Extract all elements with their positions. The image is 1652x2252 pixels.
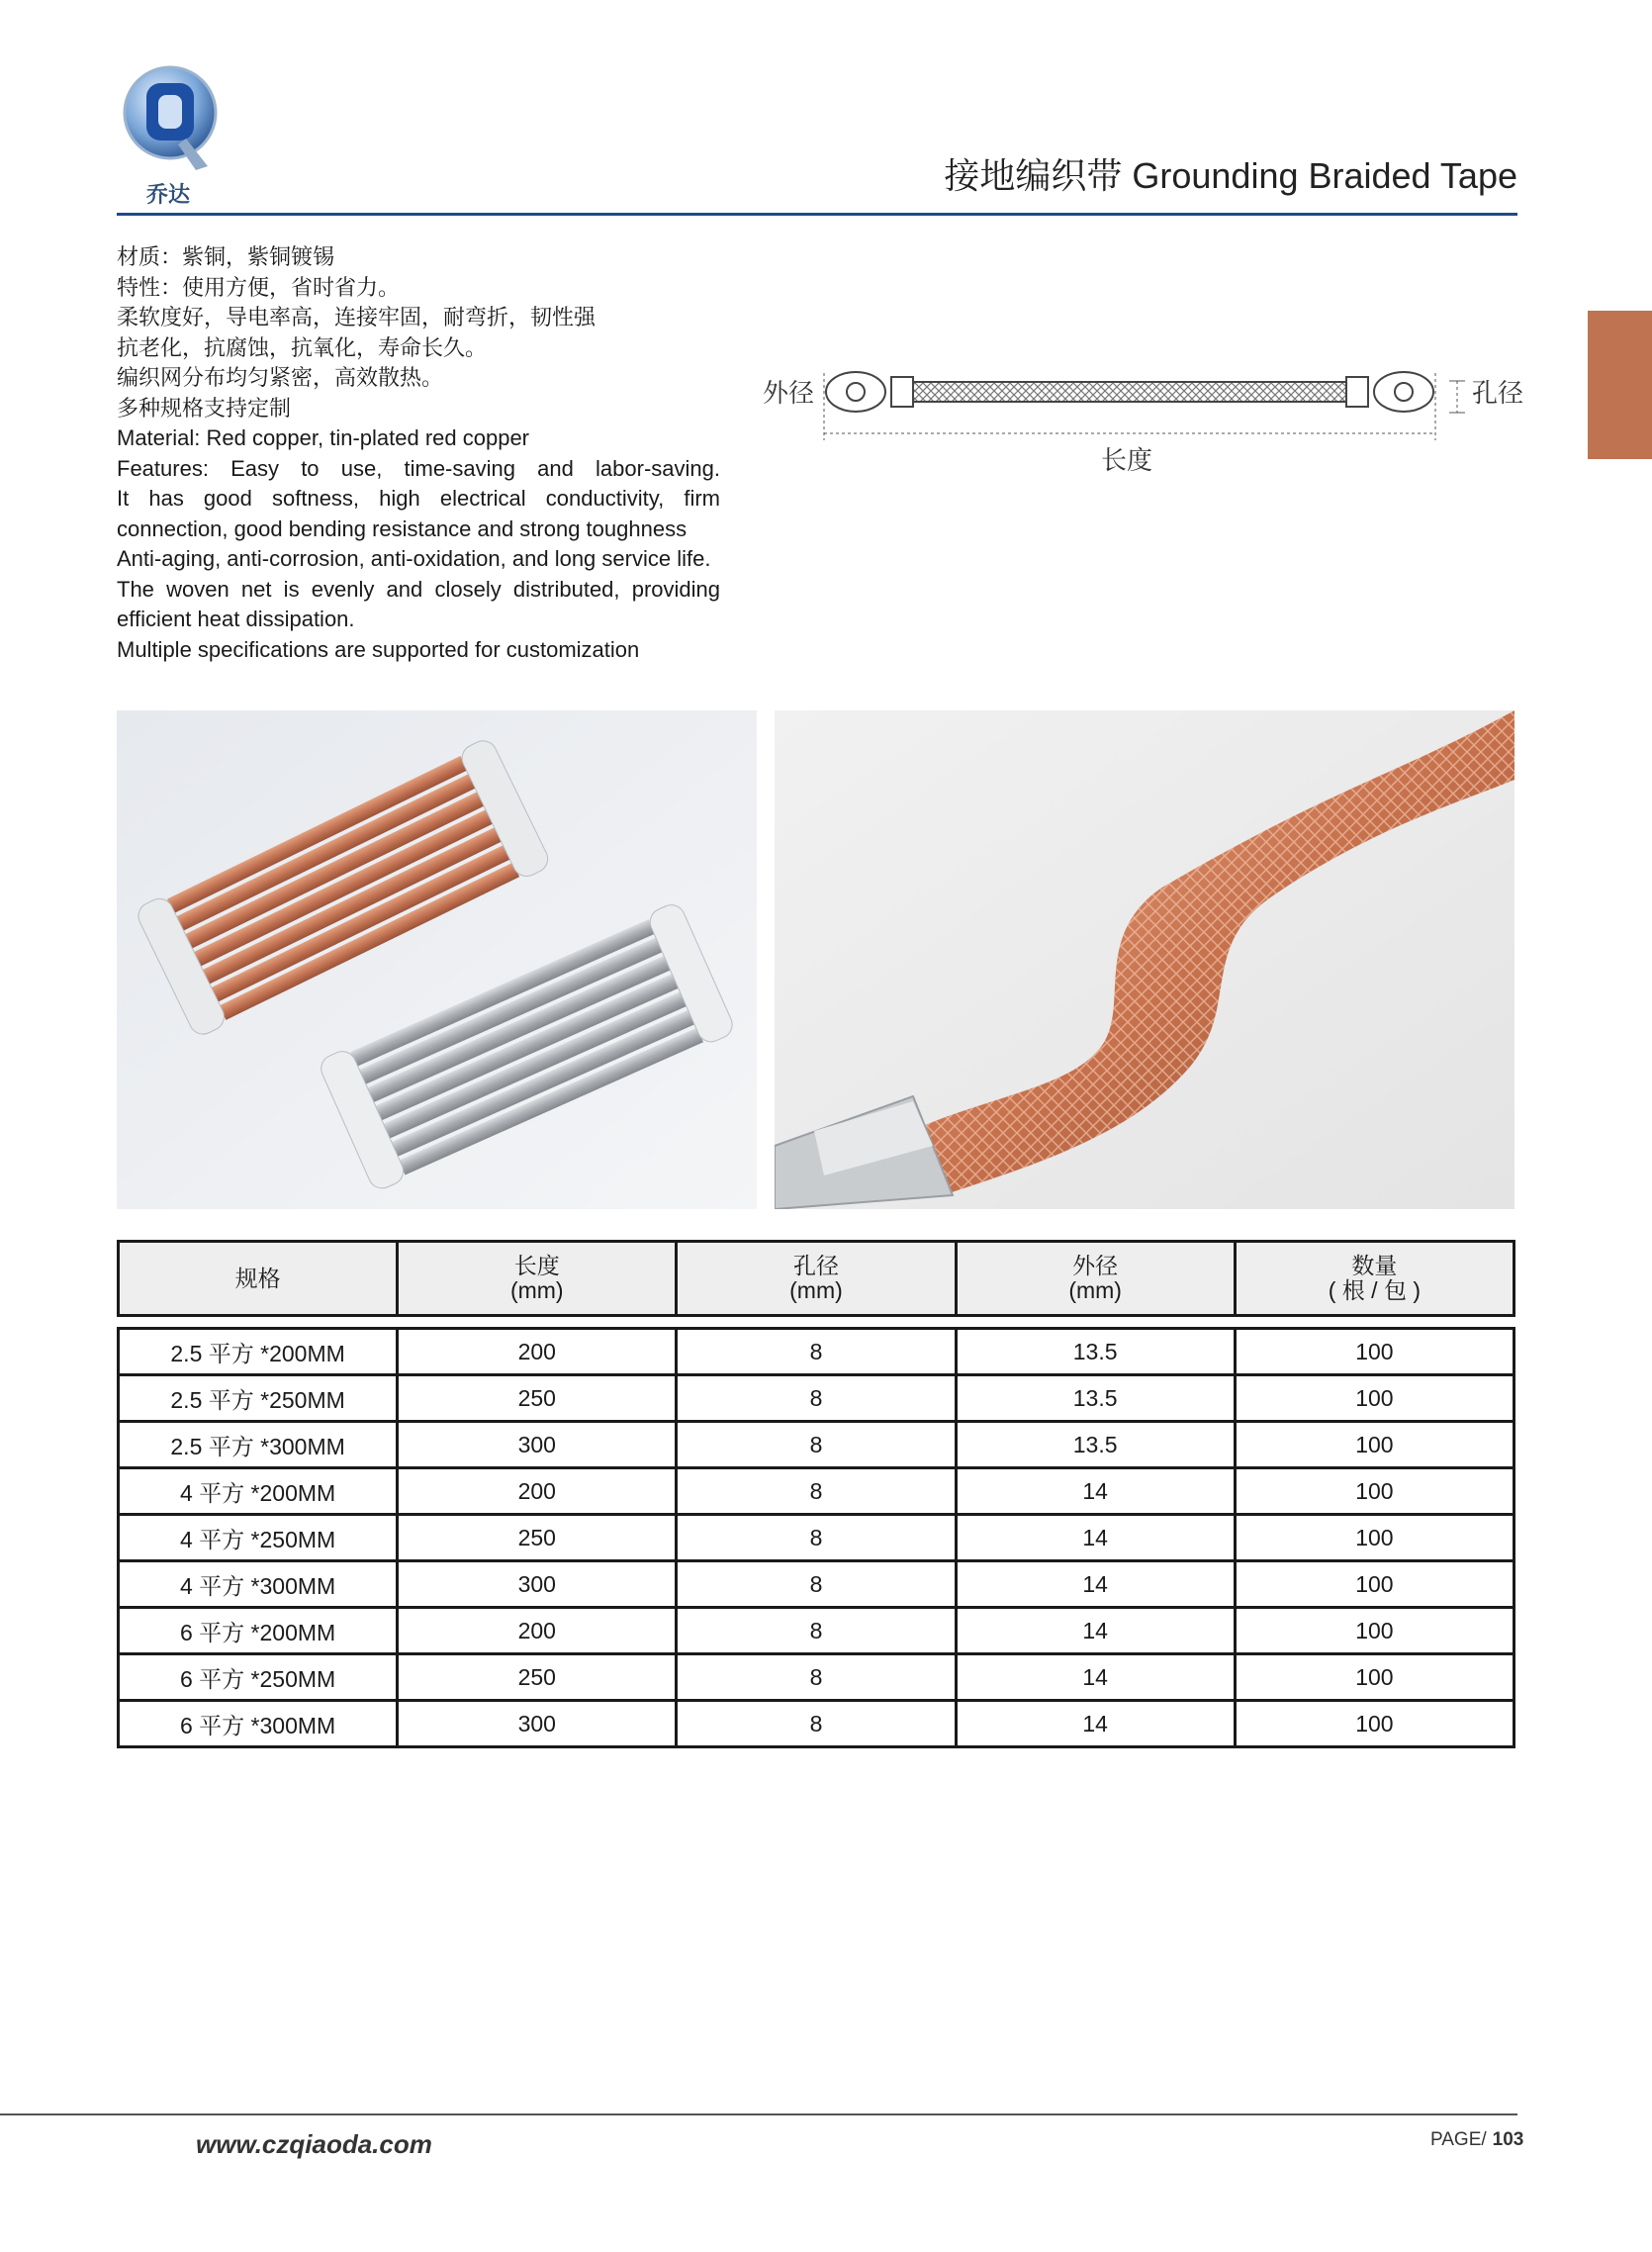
cell-outer: 14 (956, 1468, 1235, 1515)
cell-outer: 13.5 (956, 1329, 1235, 1375)
description-line: 抗老化，抗腐蚀，抗氧化，寿命长久。 (117, 334, 488, 360)
description-line: 多种规格支持定制 (117, 395, 292, 421)
description-line: 材质：紫铜，紫铜镀锡 (117, 244, 335, 269)
cell-quantity: 100 (1235, 1422, 1514, 1468)
header-spec: 规格 (119, 1242, 398, 1316)
table-header-row (119, 1242, 1514, 1316)
header-outer: 外径 (mm) (956, 1242, 1235, 1316)
cell-spec: 2.5 平方 *250MM (119, 1375, 398, 1422)
cell-outer: 13.5 (956, 1422, 1235, 1468)
cell-outer: 14 (956, 1701, 1235, 1747)
cell-outer: 14 (956, 1654, 1235, 1701)
cell-length: 300 (398, 1701, 677, 1747)
length-label: 长度 (1101, 445, 1153, 475)
description-line: The woven net is evenly and closely distributed, providing (117, 576, 720, 602)
table-row (119, 1561, 1514, 1608)
header-length: 长度 (mm) (398, 1242, 677, 1316)
cell-quantity: 100 (1235, 1561, 1514, 1608)
cell-length: 250 (398, 1515, 677, 1561)
table-row (119, 1375, 1514, 1422)
cell-length: 250 (398, 1654, 677, 1701)
table-row (119, 1468, 1514, 1515)
cell-hole: 8 (677, 1561, 956, 1608)
cell-spec: 2.5 平方 *300MM (119, 1422, 398, 1468)
cell-quantity: 100 (1235, 1468, 1514, 1515)
cell-length: 250 (398, 1375, 677, 1422)
cell-quantity: 100 (1235, 1608, 1514, 1654)
cell-spec: 2.5 平方 *200MM (119, 1329, 398, 1375)
cell-quantity: 100 (1235, 1701, 1514, 1747)
specification-table (117, 1240, 1515, 1748)
table-row (119, 1422, 1514, 1468)
cell-hole: 8 (677, 1375, 956, 1422)
header-quantity: 数量 ( 根 / 包 ) (1235, 1242, 1514, 1316)
cell-length: 200 (398, 1608, 677, 1654)
page-label: PAGE/ (1430, 2129, 1487, 2150)
cell-quantity: 100 (1235, 1515, 1514, 1561)
product-photo-closeup (775, 710, 1514, 1209)
table-row (119, 1701, 1514, 1747)
cell-length: 200 (398, 1468, 677, 1515)
page-indicator (1430, 2129, 1523, 2151)
title-divider (117, 213, 1517, 216)
cell-outer: 14 (956, 1515, 1235, 1561)
cell-length: 300 (398, 1422, 677, 1468)
description-line: Multiple specifications are supported for customization (117, 636, 640, 662)
description-line: 编织网分布均匀紧密，高效散热。 (117, 365, 444, 390)
cell-hole: 8 (677, 1654, 956, 1701)
cell-hole: 8 (677, 1468, 956, 1515)
website-url[interactable]: www.czqiaoda.com (196, 2129, 432, 2159)
cell-hole: 8 (677, 1608, 956, 1654)
section-tab-marker (1588, 311, 1652, 459)
outer-diameter-label: 外径 (763, 378, 815, 408)
page-number: 103 (1492, 2129, 1524, 2150)
description-line: 柔软度好，导电率高，连接牢固，耐弯折，韧性强 (117, 305, 597, 329)
table-row (119, 1515, 1514, 1561)
description-line: 特性：使用方便，省时省力。 (117, 274, 401, 300)
cell-spec: 4 平方 *300MM (119, 1561, 398, 1608)
description-line: Material: Red copper, tin-plated red copper (117, 425, 530, 450)
cell-spec: 6 平方 *200MM (119, 1608, 398, 1654)
cell-spec: 4 平方 *200MM (119, 1468, 398, 1515)
hole-diameter-label: 孔径 (1472, 378, 1524, 408)
description-line: efficient heat dissipation. (117, 607, 355, 631)
dimension-diagram (757, 351, 1528, 480)
header-hole: 孔径 (mm) (677, 1242, 956, 1316)
cell-length: 300 (398, 1561, 677, 1608)
cell-hole: 8 (677, 1701, 956, 1747)
cell-quantity: 100 (1235, 1329, 1514, 1375)
description-line: Anti-aging, anti-corrosion, anti-oxidation, and long service life. (117, 546, 711, 571)
footer-divider (0, 2113, 1517, 2115)
page-title: 接地编织带 Grounding Braided Tape (944, 155, 1517, 196)
table-row (119, 1654, 1514, 1701)
cell-spec: 6 平方 *300MM (119, 1701, 398, 1747)
table-row (119, 1329, 1514, 1375)
description-line: Features: Easy to use, time-saving and labor-saving. (117, 455, 720, 481)
table-row (119, 1608, 1514, 1654)
product-photo-bundles (117, 710, 757, 1209)
cell-spec: 4 平方 *250MM (119, 1515, 398, 1561)
product-description (117, 242, 720, 665)
cell-outer: 14 (956, 1561, 1235, 1608)
cell-outer: 13.5 (956, 1375, 1235, 1422)
cell-length: 200 (398, 1329, 677, 1375)
cell-hole: 8 (677, 1515, 956, 1561)
header-gap (119, 1316, 1514, 1329)
cell-hole: 8 (677, 1329, 956, 1375)
description-line: connection, good bending resistance and strong toughness (117, 516, 688, 541)
cell-outer: 14 (956, 1608, 1235, 1654)
cell-hole: 8 (677, 1422, 956, 1468)
logo-text: 乔达 (145, 182, 190, 207)
description-line: It has good softness, high electrical conductivity, firm (117, 486, 720, 511)
cell-quantity: 100 (1235, 1654, 1514, 1701)
cell-spec: 6 平方 *250MM (119, 1654, 398, 1701)
cell-quantity: 100 (1235, 1375, 1514, 1422)
